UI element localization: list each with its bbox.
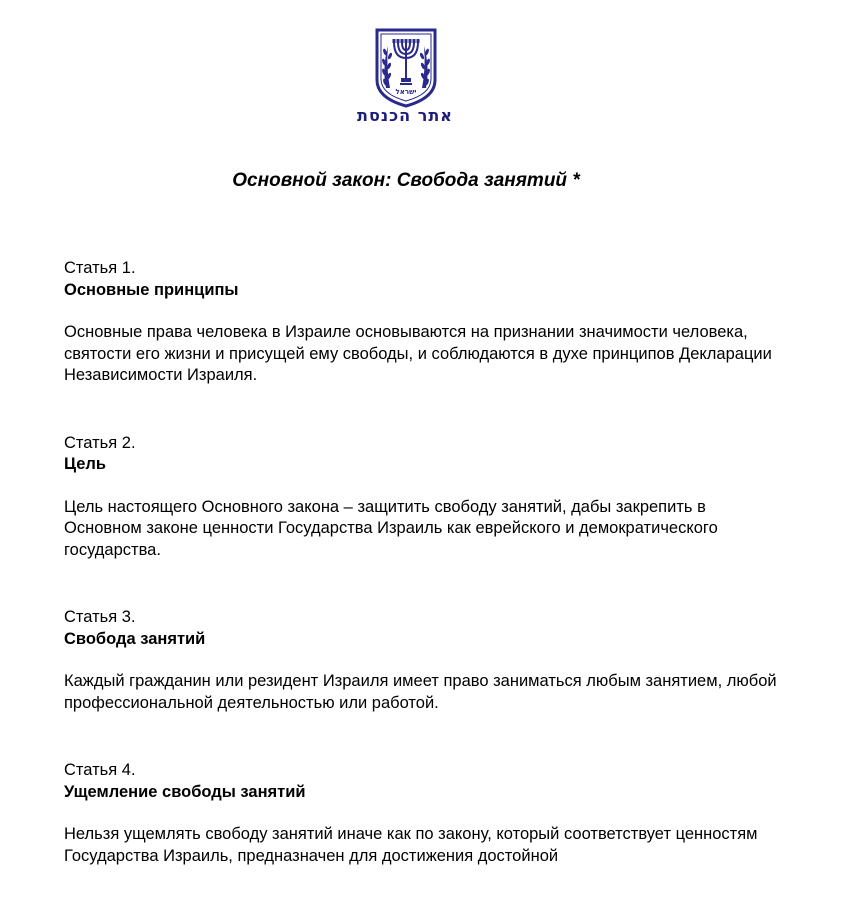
article-2 (64, 433, 784, 562)
article-heading: Ущемление свободы занятий (64, 782, 306, 801)
article-number: Статья 1. (64, 259, 136, 277)
emblem-inscription: ישראל (395, 88, 417, 96)
article-heading: Основные принципы (64, 280, 239, 299)
document-title: Основной закон: Свобода занятий * (232, 170, 580, 191)
article-heading: Свобода занятий (64, 629, 206, 648)
article-text: Каждый гражданин или резидент Израиля имеет право заниматься любым занятием, любой профессиональной деятельностью или работой. (64, 672, 777, 712)
site-title: אתר הכנסת (357, 106, 453, 125)
article-number: Статья 4. (64, 761, 136, 779)
page-header (0, 28, 812, 108)
article-text: Основные права человека в Израиле основываются на признании значимости человека, святости его жизни и присущей ему свободы, и соблюдаются в духе принципов Декларации Независимости Израиля. (64, 323, 772, 384)
article-heading: Цель (64, 455, 107, 473)
article-number: Статья 2. (64, 433, 136, 452)
article-text: Нельзя ущемлять свободу занятий иначе как по закону, который соответствует ценностям Государства Израиль, предназначен для достижения достойной (64, 825, 758, 865)
article-1 (64, 258, 784, 387)
document-body (64, 258, 784, 913)
article-text: Цель настоящего Основного закона – защитить свободу занятий, дабы закрепить в Основном законе ценности Государства Израиль как еврейского и демократического государства. (64, 497, 718, 559)
article-3 (64, 607, 784, 714)
article-4 (64, 760, 784, 867)
menorah-emblem-icon (374, 28, 438, 108)
article-number: Статья 3. (64, 608, 136, 626)
